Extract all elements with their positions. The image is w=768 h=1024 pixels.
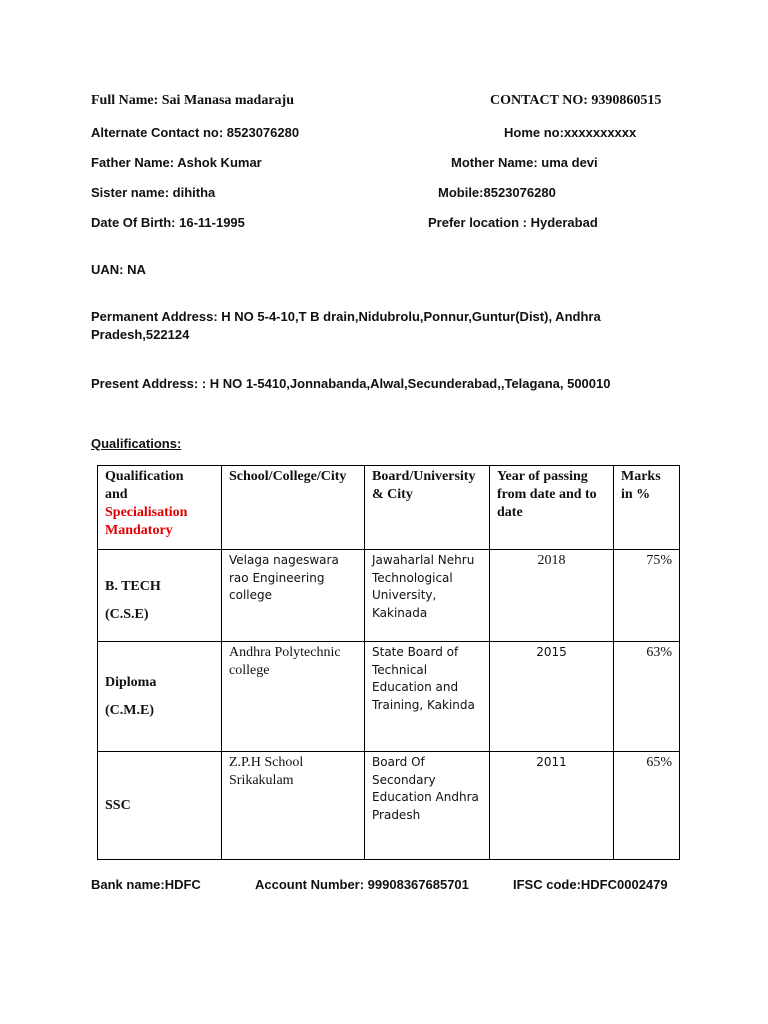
year-cell: 2011: [490, 752, 614, 860]
school-cell: Velaga nageswara rao Engineering college: [222, 550, 365, 642]
qualifications-heading: Qualifications:: [91, 436, 182, 451]
header-school: School/College/City: [222, 466, 365, 550]
board-cell: State Board of Technical Education and Training, Kakinda: [365, 642, 490, 752]
table-row: [98, 550, 680, 642]
qualification-cell: B. TECH (C.S.E): [98, 550, 222, 642]
mobile-number: Mobile:8523076280: [438, 185, 556, 200]
qualification-cell: Diploma (C.M.E): [98, 642, 222, 752]
header-marks: Marks in %: [614, 466, 680, 550]
marks-cell: 65%: [614, 752, 680, 860]
bank-name: Bank name:HDFC: [91, 877, 201, 892]
qualification-cell: SSC: [98, 752, 222, 860]
table-header-row: [98, 466, 680, 550]
marks-cell: 75%: [614, 550, 680, 642]
header-board: Board/University & City: [365, 466, 490, 550]
date-of-birth: Date Of Birth: 16-11-1995: [91, 215, 245, 230]
school-cell: Z.P.H School Srikakulam: [222, 752, 365, 860]
board-cell: Board Of Secondary Education Andhra Pradesh: [365, 752, 490, 860]
marks-cell: 63%: [614, 642, 680, 752]
qualifications-table: [97, 465, 680, 860]
header-year: Year of passing from date and to date: [490, 466, 614, 550]
table-row: [98, 752, 680, 860]
ifsc-code: IFSC code:HDFC0002479: [513, 877, 668, 892]
father-name: Father Name: Ashok Kumar: [91, 155, 262, 170]
mother-name: Mother Name: uma devi: [451, 155, 598, 170]
alternate-contact: Alternate Contact no: 8523076280: [91, 125, 300, 140]
header-specialisation: Specialisation: [105, 505, 188, 520]
year-cell: 2018: [490, 550, 614, 642]
board-cell: Jawaharlal Nehru Technological University, Kakinada: [365, 550, 490, 642]
school-cell: Andhra Polytechnic college: [222, 642, 365, 752]
sister-name: Sister name: dihitha: [91, 185, 216, 200]
table-row: [98, 642, 680, 752]
header-mandatory: Mandatory: [105, 523, 173, 538]
present-address: Present Address: : H NO 1-5410,Jonnabanda,Alwal,Secunderabad,,Telagana, 500010: [91, 376, 611, 391]
header-qualification: Qualification and Specialisation Mandatory: [98, 466, 222, 550]
home-number: Home no:xxxxxxxxxx: [504, 125, 637, 140]
permanent-address-line2: Pradesh,522124: [91, 327, 190, 342]
year-cell: 2015: [490, 642, 614, 752]
full-name: Full Name: Sai Manasa madaraju: [91, 93, 294, 108]
permanent-address-line1: Permanent Address: H NO 5-4-10,T B drain,Nidubrolu,Ponnur,Guntur(Dist), Andhra: [91, 309, 601, 324]
prefer-location: Prefer location : Hyderabad: [428, 215, 598, 230]
account-number: Account Number: 99908367685701: [255, 877, 469, 892]
uan: UAN: NA: [91, 262, 146, 277]
contact-number: CONTACT NO: 9390860515: [490, 93, 662, 108]
